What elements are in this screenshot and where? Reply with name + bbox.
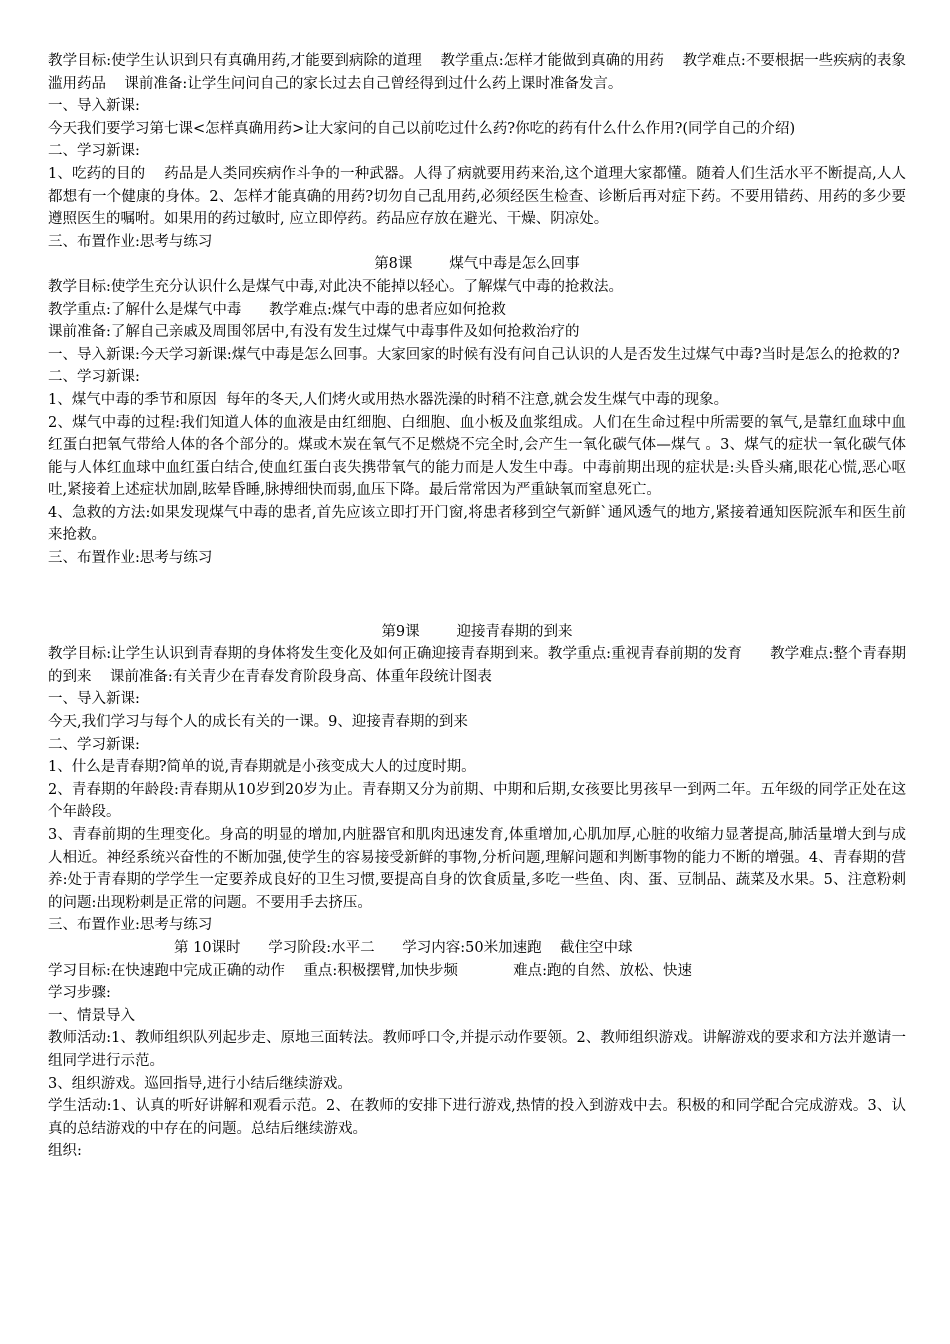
text-paragraph: 学生活动:1、认真的听好讲解和观看示范。2、在教师的安排下进行游戏,热情的投入到游戏中去。积极的和同学配合完成游戏。3、认真的总结游戏的中存在的问题。总结后继续游戏。: [48, 1098, 906, 1137]
text-paragraph: 二、学习新课:: [48, 736, 140, 753]
blank-line: [48, 584, 906, 606]
text-paragraph: 4、急救的方法:如果发现煤气中毒的患者,首先应该立即打开门窗,将患者移到空气新鲜`通风透气的地方,紧接着通知医院派车和医生前来抢救。: [48, 504, 906, 544]
text-paragraph: 1、什么是青春期?简单的说,青春期就是小孩变成大人的过度时期。: [48, 759, 476, 776]
text-paragraph: 2、青春期的年龄段:青春期从10岁到20岁为止。青春期又分为前期、中期和后期,女孩要比男孩早一到两二年。五年级的同学正处在这个年龄段。: [48, 781, 906, 821]
text-paragraph: 一、导入新课:: [48, 691, 140, 708]
text-paragraph: 一、导入新课:: [48, 98, 140, 115]
text-paragraph: 课前准备:了解自己亲戚及周围邻居中,有没有发生过煤气中毒事件及如何抢救治疗的: [48, 324, 580, 341]
text-paragraph: 组织:: [48, 1143, 82, 1160]
text-paragraph: 今天我们要学习第七课<怎样真确用药>让大家问的自己以前吃过什么药?你吃的药有什么什么作用?(同学自己的介绍): [48, 120, 796, 137]
text-paragraph: 1、吃药的目的 药品是人类同疾病作斗争的一种武器。人得了病就要用药来治,这个道理大家都懂。随着人们生活水平不断提高,人人都想有一个健康的身体。2、怎样才能真确的用药?切勿自己乱用药,必须经医生检查、诊断后再对症下药。不要用错药、用药的多少要遵照医生的嘱咐。如果用的药过敏时, 应立即停药。药品应存放在避光、干燥、阴凉处。: [48, 165, 906, 228]
text-paragraph: 3、青春前期的生理变化。身高的明显的增加,内脏器官和肌肉迅速发育,体重增加,心肌加厚,心脏的收缩力显著提高,肺活量增大到与成人相近。神经系统兴奋性的不断加强,使学生的容易接受新鲜的事物,分析问题,理解问题和判断事物的能力不断的增强。4、青春期的营养:处于青春期的学学生一定要养成良好的卫生习惯,要提高自身的饮食质量,多吃一些鱼、肉、蛋、豆制品、蔬菜及水果。5、注意粉刺的问题:出现粉刺是正常的问题。不要用手去挤压。: [48, 827, 906, 911]
text-paragraph: 二、学习新课:: [48, 143, 140, 160]
lesson-title: 第8课 煤气中毒是怎么回事: [374, 256, 580, 273]
text-paragraph: 教学目标:使学生充分认识什么是煤气中毒,对此决不能掉以轻心。了解煤气中毒的抢救法。: [48, 278, 623, 295]
text-paragraph: 教学目标:让学生认识到青春期的身体将发生变化及如何正确迎接青春期到来。教学重点:重视青春前期的发育 教学难点:整个青春期的到来 课前准备:有关青少在青春发育阶段身高、体重年段统计图表: [48, 646, 906, 685]
text-paragraph: 二、学习新课:: [48, 369, 140, 386]
text-paragraph: 三、布置作业:思考与练习: [48, 233, 213, 250]
text-paragraph: 1、煤气中毒的季节和原因 每年的冬天,人们烤火或用热水器洗澡的时稍不注意,就会发生煤气中毒的现象。: [48, 391, 729, 408]
text-paragraph: 教学重点:了解什么是煤气中毒 教学难点:煤气中毒的患者应如何抢救: [48, 301, 506, 318]
text-paragraph: 2、煤气中毒的过程:我们知道人体的血液是由红细胞、白细胞、血小板及血浆组成。人们在生命过程中所需要的氧气,是靠红血球中血红蛋白把氧气带给人体的各个部分的。煤或木炭在氧气不足燃烧不完全时,会产生一氧化碳气体—煤气 。3、煤气的症状一氧化碳气体能与人体红血球中血红蛋白结合,使血红蛋白丧失携带氧气的能力而是人发生中毒。中毒前期出现的症状是:头昏头痛,眼花心慌,恶心呕吐,紧接着上述症状加剧,眩晕昏睡,脉搏细快而弱,血压下降。最后常常因为严重缺氧而窒息死亡。: [48, 414, 906, 499]
text-paragraph: 学习步骤:: [48, 985, 111, 1002]
text-paragraph: 三、布置作业:思考与练习: [48, 550, 213, 567]
lesson-title: 第9课 迎接青春期的到来: [381, 623, 573, 640]
text-paragraph: 教学目标:使学生认识到只有真确用药,才能要到病除的道理 教学重点:怎样才能做到真确的用药 教学难点:不要根据一些疾病的表象滥用药品 课前准备:让学生问问自己的家长过去自己曾经得到过什么药上课时准备发言。: [48, 53, 906, 92]
text-paragraph: 学习目标:在快速跑中完成正确的动作 重点:积极摆臂,加快步频 难点:跑的自然、放松、快速: [48, 962, 693, 979]
text-paragraph: 三、布置作业:思考与练习: [48, 917, 213, 934]
text-paragraph: 一、导入新课:今天学习新课:煤气中毒是怎么回事。大家回家的时候有没有问自己认识的人是否发生过煤气中毒?当时是怎么的抢救的?: [48, 346, 900, 363]
text-paragraph: 教师活动:1、教师组织队列起步走、原地三面转法。教师呼口令,并提示动作要领。2、教师组织游戏。讲解游戏的要求和方法并邀请一组同学进行示范。: [48, 1030, 906, 1069]
text-paragraph: 3、组织游戏。巡回指导,进行小结后继续游戏。: [48, 1075, 352, 1092]
text-paragraph: 今天,我们学习与每个人的成长有关的一课。9、迎接青春期的到来: [48, 714, 468, 731]
text-paragraph: 一、情景导入: [48, 1007, 135, 1024]
lesson-title: 第 10课时 学习阶段:水平二 学习内容:50米加速跑 截住空中球: [174, 939, 633, 956]
